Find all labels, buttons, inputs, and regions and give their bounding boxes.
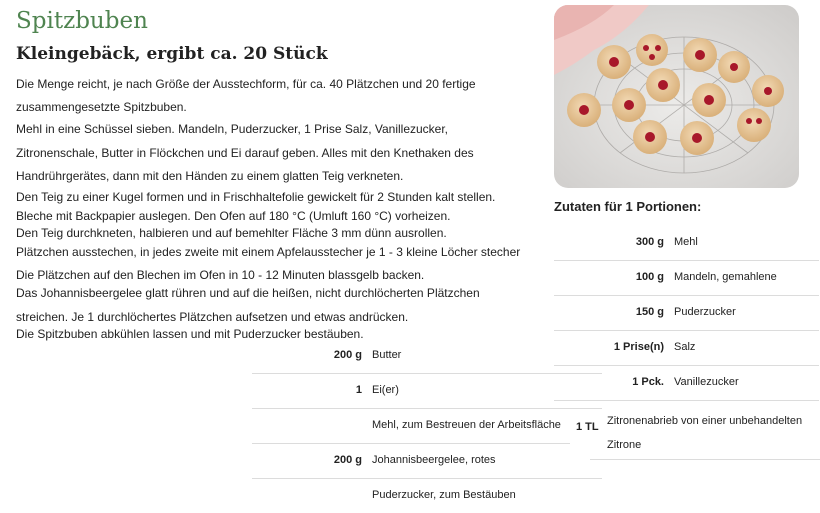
ingredient-name: Salz <box>674 341 696 353</box>
instruction-line: Handrührgerätes, dann mit den Händen zu einem glatten Teig verkneten. <box>16 169 404 183</box>
ingredient-name: Johannisbeergelee, rotes <box>372 454 496 466</box>
ingredient-amount: 300 g <box>635 236 664 248</box>
ingredient-amount: 150 g <box>635 306 664 318</box>
ingredient-name: Vanillezucker <box>674 376 739 388</box>
ingredient-row <box>554 260 819 296</box>
recipe-subtitle: Kleingebäck, ergibt ca. 20 Stück <box>16 44 328 64</box>
instruction-line: Zitronenschale, Butter in Flöckchen und Ei darauf geben. Alles mit den Knethaken des <box>16 146 474 160</box>
ingredient-row <box>554 295 819 331</box>
recipe-title: Spitzbuben <box>16 8 148 34</box>
ingredient-name: Puderzucker <box>674 306 736 318</box>
ingredients-heading: Zutaten für 1 Portionen: <box>554 199 702 214</box>
ingredient-amount: 200 g <box>333 349 362 361</box>
instruction-line: Den Teig zu einer Kugel formen und in Frischhaltefolie gewickelt für 2 Stunden kalt stellen. <box>16 190 496 204</box>
cookie-photo-image <box>554 5 799 188</box>
ingredient-row <box>252 478 602 513</box>
instruction-line: Mehl in eine Schüssel sieben. Mandeln, Puderzucker, 1 Prise Salz, Vanillezucker, <box>16 122 449 136</box>
instruction-line: Die Menge reicht, je nach Größe der Ausstechform, für ca. 40 Plätzchen und 20 fertige <box>16 77 476 91</box>
instruction-line: Das Johannisbeergelee glatt rühren und auf die heißen, nicht durchlöcherten Plätzchen <box>16 286 480 300</box>
instruction-line: Die Spitzbuben abkühlen lassen und mit Puderzucker bestäuben. <box>16 327 364 341</box>
ingredient-row <box>252 338 602 374</box>
ingredient-name: Zitronenabrieb von einer unbehandelten Zitrone <box>607 415 803 451</box>
instruction-line: zusammengesetzte Spitzbuben. <box>16 100 187 114</box>
instruction-line: Plätzchen ausstechen, in jedes zweite mit einem Apfelausstecher je 1 - 3 kleine Löcher stecher <box>16 245 521 259</box>
ingredient-row-zitrone <box>576 400 820 460</box>
ingredient-amount: 1 TL <box>576 421 599 433</box>
ingredient-row <box>252 408 570 444</box>
ingredient-name: Puderzucker, zum Bestäuben <box>372 489 516 501</box>
ingredient-amount: 1 Pck. <box>632 376 664 388</box>
ingredient-amount: 100 g <box>635 271 664 283</box>
spitzbuben-cookies-photo <box>554 5 799 188</box>
ingredient-row <box>252 443 602 479</box>
instruction-line: Bleche mit Backpapier auslegen. Den Ofen auf 180 °C (Umluft 160 °C) vorheizen. <box>16 209 451 223</box>
ingredient-amount: 200 g <box>333 454 362 466</box>
ingredient-row <box>554 225 819 261</box>
instruction-line: streichen. Je 1 durchlöchertes Plätzchen aufsetzen und etwas andrücken. <box>16 310 409 324</box>
ingredient-amount: 1 <box>355 384 362 396</box>
ingredient-row <box>252 373 602 409</box>
ingredient-name: Mehl <box>674 236 698 248</box>
ingredient-name: Butter <box>372 349 402 361</box>
ingredient-name: Mehl, zum Bestreuen der Arbeitsfläche <box>372 419 561 431</box>
instruction-line: Den Teig durchkneten, halbieren und auf bemehlter Fläche 3 mm dünn ausrollen. <box>16 226 447 240</box>
ingredient-name: Ei(er) <box>372 384 399 396</box>
instruction-line: Die Plätzchen auf den Blechen im Ofen in 10 - 12 Minuten blassgelb backen. <box>16 268 425 282</box>
ingredient-name: Mandeln, gemahlene <box>674 271 777 283</box>
ingredient-amount: 1 Prise(n) <box>613 341 664 353</box>
